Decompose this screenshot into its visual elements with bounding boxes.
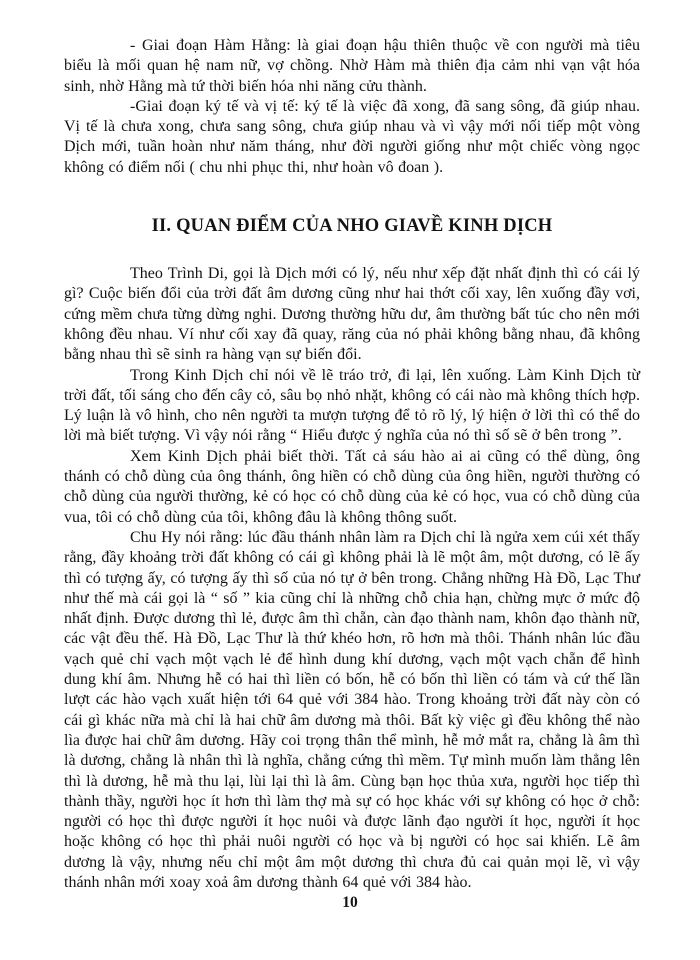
paragraph-xem-kinh-dich: Xem Kinh Dịch phải biết thời. Tất cả sáu hào ai ai cũng có thể dùng, ông thánh có chỗ dùng của ông thánh, ông hiền có chỗ dùng của ông hiền, người thường có chỗ dùng của người thường, kẻ có học có chỗ dùng của kẻ có học, vua có chỗ dùng của vua, tôi có chỗ dùng của tôi, không đâu là không thông suốt. <box>64 447 640 526</box>
section-heading: II. QUAN ĐIỂM CỦA NHO GIAVỀ KINH DỊCH <box>151 216 553 237</box>
paragraph-chu-hy: Chu Hy nói rằng: lúc đầu thánh nhân làm ra Dịch chỉ là ngửa xem cúi xét thấy rằng, đầy khoảng trời đất không có cái gì không phải là lẽ một âm, một dương, có lẽ ấy thì có tượng ấy, có tượng ấy thì số của nó tự ở bên trong. Chẳng những Hà Đồ, Lạc Thư như thế mà cái gọi là “ số ” kia cũng chỉ là những chỗ chia hạn, chừng mực ở mức độ nhất định. Được dương thì lẻ, được âm thì chẵn, càn đạo thành nam, khôn đạo thành nữ, các vật đều thế. Hà Đồ, Lạc Thư là thứ khéo hơn, rõ hơn mà thôi. Thánh nhân lúc đầu vạch quẻ chỉ vạch một vạch lẻ để hình dung khí dương, vạch một vạch chẵn để hình dung khí âm. Nhưng hễ có hai thì liền có bốn, hễ có bốn thì liền có tám và cứ thế lần lượt các hào vạch xuất hiện tới 64 quẻ với 384 hào. Trong khoảng trời đất này còn có cái gì khác nữa mà chỉ là hai chữ âm dương mà thôi. Bất kỳ việc gì đều không thể nào lìa được hai chữ âm dương. Hãy coi trọng thân thể mình, hễ mở mắt ra, chẳng là âm thì là dương, chẳng là nhân thì là nghĩa, chẳng cứng thì mềm. Tự mình muốn làm thẳng lên thì là dương, hễ mà thu lại, lùi lại thì là âm. Cùng bạn học thủa xưa, người học tiếp thì thành thầy, người học ít hơn thì làm thợ mà sự có học khác với sự không có học ở chỗ: người có học thì được người ít học nuôi và được lãnh đạo người ít học, người ít học hoặc không có học thì phải nuôi người có học và bị người có học sai khiến. Lẽ âm dương là vậy, nhưng nếu chỉ một âm một dương thì chưa đủ cai quản mọi lẽ, vì vậy thánh nhân mới xoay xoả âm dương thành 64 quẻ với 384 hào. <box>64 528 640 891</box>
paragraph-trinh-di: Theo Trình Di, gọi là Dịch mới có lý, nếu như xếp đặt nhất định thì có cái lý gì? Cuộc biến đổi của trời đất âm dương cũng như hai thớt cối xay, lên xuống đầy vơi, cứng mềm chưa từng dừng nghi. Dương thường hữu dư, âm thường bất túc cho nên mới không đều nhau. Ví như cối xay đã quay, răng của nó phải không bằng nhau, đã không bằng nhau thì sẽ sinh ra hàng vạn sự biến đổi. <box>64 265 640 364</box>
paragraph-trong-kinh-dich: Trong Kinh Dịch chỉ nói về lẽ tráo trở, đi lại, lên xuống. Làm Kinh Dịch từ trời đất, tối sáng cho đến cây cỏ, sâu bọ nhỏ nhặt, không có cái nào mà không thích hợp. Lý luận là vô hình, cho nên người ta mượn tượng để tỏ rõ lý, lý hiện ở lời thì có thể do lời mà biết tượng. Vì vậy nói rằng “ Hiểu được ý nghĩa của nó thì số sẽ ở bên trong ”. <box>64 366 640 445</box>
paragraph-ky-te-vi-te: -Giai đoạn ký tế và vị tế: ký tế là việc đã xong, đã sang sông, đã giúp nhau. Vị tế là chưa xong, chưa sang sông, chưa giúp nhau và vì vậy mới nối tiếp một vòng Dịch mới, tuần hoàn như năm tháng, như đời người giống như một chiếc vòng ngọc không có điểm nối ( chu nhi phục thi, như hoàn vô đoan ). <box>64 97 640 176</box>
paragraph-ham-hang: - Giai đoạn Hàm Hằng: là giai đoạn hậu thiên thuộc về con người mà tiêu biểu là mối quan hệ nam nữ, vợ chồng. Nhờ Hàm mà thiên địa cảm nhi vạn vật hóa sinh, nhờ Hằng mà tứ thời biến hóa nhi năng cửu thành. <box>64 37 640 95</box>
page-number: 10 <box>342 894 358 911</box>
document-body <box>64 36 640 893</box>
